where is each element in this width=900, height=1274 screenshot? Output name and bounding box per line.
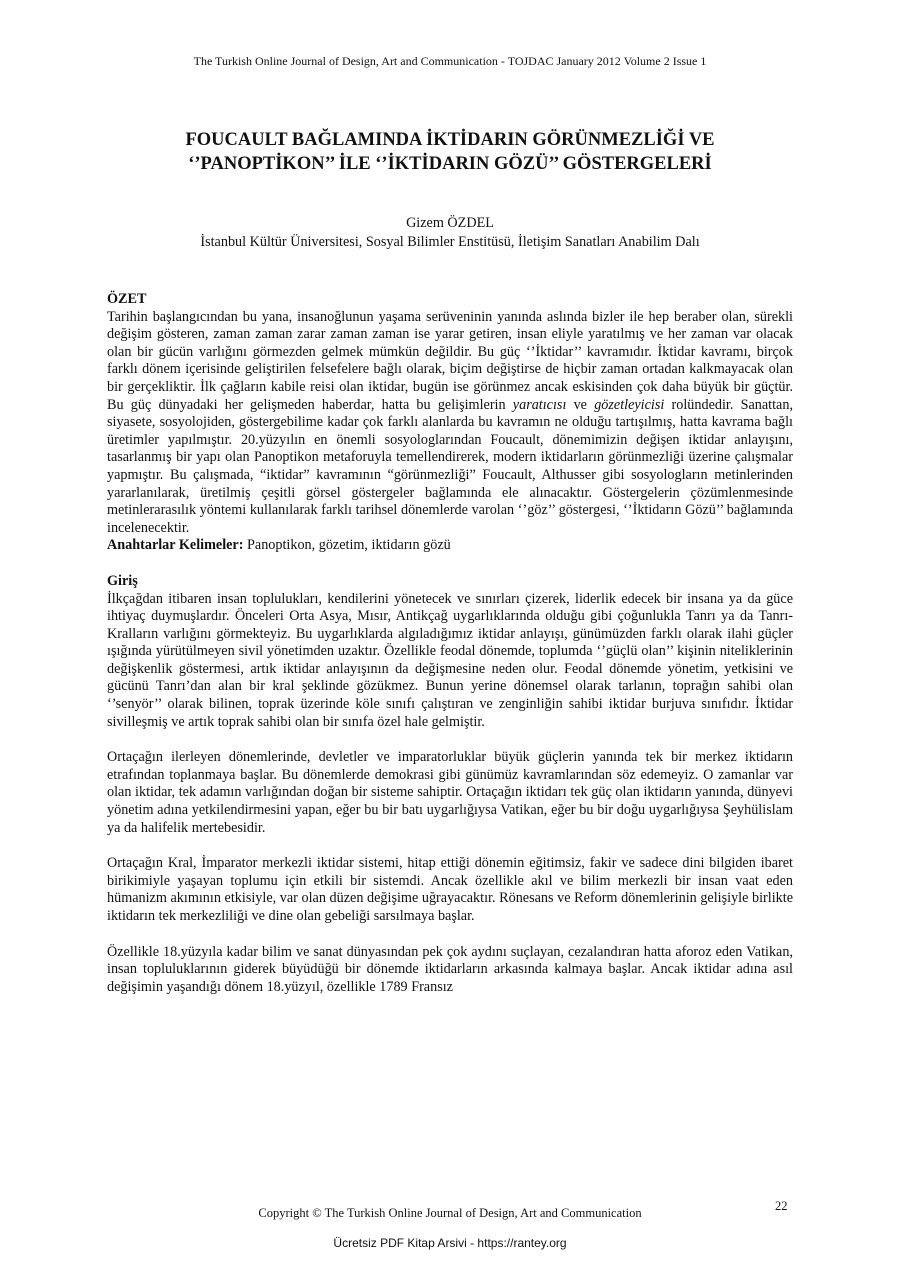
footer-copyright: Copyright © The Turkish Online Journal of Design, Art and Communication <box>258 1206 642 1220</box>
title-line-2: ‘’PANOPTİKON’’ İLE ‘’İKTİDARIN GÖZÜ’’ GÖSTERGELERİ <box>188 154 712 174</box>
paragraph-gap <box>107 731 793 749</box>
article-body <box>107 291 793 996</box>
keywords-line <box>107 537 793 555</box>
keywords-list: Panoptikon, gözetim, iktidarın gözü <box>243 537 451 554</box>
abstract-text-a: Tarihin başlangıcından bu yana, insanoğlunun yaşama serüveninin yanında aslında bizler ile hep beraber olan, sürekli değişim gösteren, zaman zaman zarar zaman zaman ise yarar getiren, insan eliyle yaratılmış ve her zaman var olacak olan bir gücün varlığını görmezden gelmek mümkün değildir. Bu güç ‘’İktidar’’ kavramıdır. İktidar kavramı, birçok farklı dönem içerisinde geliştirilen felsefelere bağlı olarak, biçim değiştirse de hiçbir zaman ortadan kalkmayacak olan bir gerçekliktir. İlk çağların kabile reisi olan iktidar, bugün ise görünmez ancak eskisinden çok daha büyük bir güçtür. Bu güç dünyadaki her gelişmeden haberdar, hatta bu gelişimlerin <box>107 308 793 413</box>
abstract-heading: ÖZET <box>107 291 147 307</box>
footer-source: Ücretsiz PDF Kitap Arsivi - https://rantey.org <box>333 1236 567 1250</box>
author-affiliation: İstanbul Kültür Üniversitesi, Sosyal Bilimler Enstitüsü, İletişim Sanatları Anabilim Dalı <box>200 234 700 250</box>
author-name: Gizem ÖZDEL <box>406 215 494 231</box>
intro-paragraph-3: Ortaçağın Kral, İmparator merkezli iktidar sistemi, hitap ettiği dönemin eğitimsiz, fakir ve sadece dini bilgiden ibaret birikimiyle yaşayan toplumu için etkili bir sistemdi. Ancak özellikle akıl ve bilim merkezli bir insan vaat eden hümanizm akımının etkisiyle, var olan düzen değişime uğrayacaktır. Rönesans ve Reform dönemlerinin gelişiyle birlikte iktidarın tek merkezliliği ve dine olan gebeliği sarsılmaya başlar. <box>107 855 793 924</box>
title-line-1: FOUCAULT BAĞLAMINDA İKTİDARIN GÖRÜNMEZLİĞİ VE <box>185 130 715 150</box>
intro-paragraph-4: Özellikle 18.yüzyıla kadar bilim ve sanat dünyasından pek çok aydını suçlayan, cezalandıran hatta aforoz eden Vatikan, insan topluluklarının giderek büyüdüğü bir dönemde iktidarların arkasında kalmaya başlar. Ancak iktidar adına asıl değişimin yaşandığı dönem 18.yüzyıl, özellikle 1789 Fransız <box>107 943 793 995</box>
keywords-label: Anahtarlar Kelimeler: <box>107 537 244 554</box>
intro-paragraph-1: İlkçağdan itibaren insan toplulukları, kendilerini yönetecek ve sınırları çizerek, liderlik edecek bir insana ya da güce ihtiyaç duymuşlardır. Önceleri Orta Asya, Mısır, Antikçağ uygarlıklarında olduğu gibi çoğunlukla Tanrı ya da Tanrı-Kralların varlığını görmekteyiz. Bu uygarlıklarda algıladığımız iktidar anlayışı, günümüzden farklı olarak ilahi güçler ışığında yürütülmeyen sivil yönetimden uzaktır. Özellikle feodal dönemde, toplumda ‘’güçlü olan’’ kişinin niteliklerinin değişkenlik göstermesi, artık iktidar anlayışının da değişmesine neden olur. Feodal dönemde yönetim, yetkisini ve gücünü Tanrı’dan alan bir kral şeklinde gözükmez. Bunun yerine dönemsel olarak tarlanın, toprağın sahibi olan ‘’senyör’’ olarak bilinen, toprak üzerinde köle sınıfı çalıştıran ve zenginliğin sahibi iktidar burjuva sınıfıdır. İktidar sivilleşmiş ve artık toprak sahibi olan bir sınıfa özel hale gelmiştir. <box>107 590 793 730</box>
intro-paragraph-2: Ortaçağın ilerleyen dönemlerinde, devletler ve imparatorluklar büyük güçlerin yanında tek bir merkez iktidarın etrafından toplanmaya başlar. Bu dönemlerde demokrasi gibi günümüz kavramlarından söz edemeyiz. O zamanlar var olan iktidar, tek adamın varlığından doğan bir sisteme sahiptir. Ortaçağın iktidarı tek güç olan iktidarın yanında, dünyevi yönetim adına yetkilendirmesini yapan, eğer bu bir batı uygarlığıysa Vatikan, eğer bu bir doğu uygarlığıysa Şeyhülislam ya da halifelik mertebesidir. <box>107 749 793 836</box>
abstract-italic-creator: yaratıcısı <box>512 396 567 413</box>
abstract-italic-observer: gözetleyicisi <box>594 396 665 413</box>
page-number: 22 <box>775 1199 788 1213</box>
abstract-text-c: rolündedir. Sanattan, siyasete, sosyolojiden, göstergebilime kadar çok farklı alanlarda bu kavramın ne olduğu tartışılmış, hatta kavrama bağlı üretimler yapılmıştır. 20.yüzyılın en önemli sosyologlarından Foucault, dönemimizin değişen iktidar anlayışını, tasarlanmış bir yapı olan Panoptikon metaforuyla temellendirerek, modern iktidarların görünmezliği üzerine çalışmalar yapmıştır. Bu çalışmada, “iktidar” kavramının “görünmezliği” Foucault, Althusser gibi sosyologların metinlerinden yararlanılarak, üretilmiş çeşitli görsel göstergeler bağlamında ele alınacaktır. Göstergelerin çözümlenmesinde metinlerarasılık yöntemi kullanılarak farklı tarihsel dönemlerde varolan ‘’göz’’ göstergesi, ‘’İktidarın Gözü’’ bağlamında incelenecektir. <box>107 396 793 536</box>
intro-heading: Giriş <box>107 572 138 589</box>
article-title <box>110 128 790 176</box>
running-header: The Turkish Online Journal of Design, Art and Communication - TOJDAC January 2012 Volume 2 Issue 1 <box>193 54 707 68</box>
abstract-paragraph <box>107 309 793 538</box>
paragraph-gap <box>107 837 793 855</box>
abstract-text-b: ve <box>566 396 595 413</box>
paragraph-gap <box>107 926 793 944</box>
section-gap <box>107 555 793 573</box>
author-block <box>0 214 900 252</box>
